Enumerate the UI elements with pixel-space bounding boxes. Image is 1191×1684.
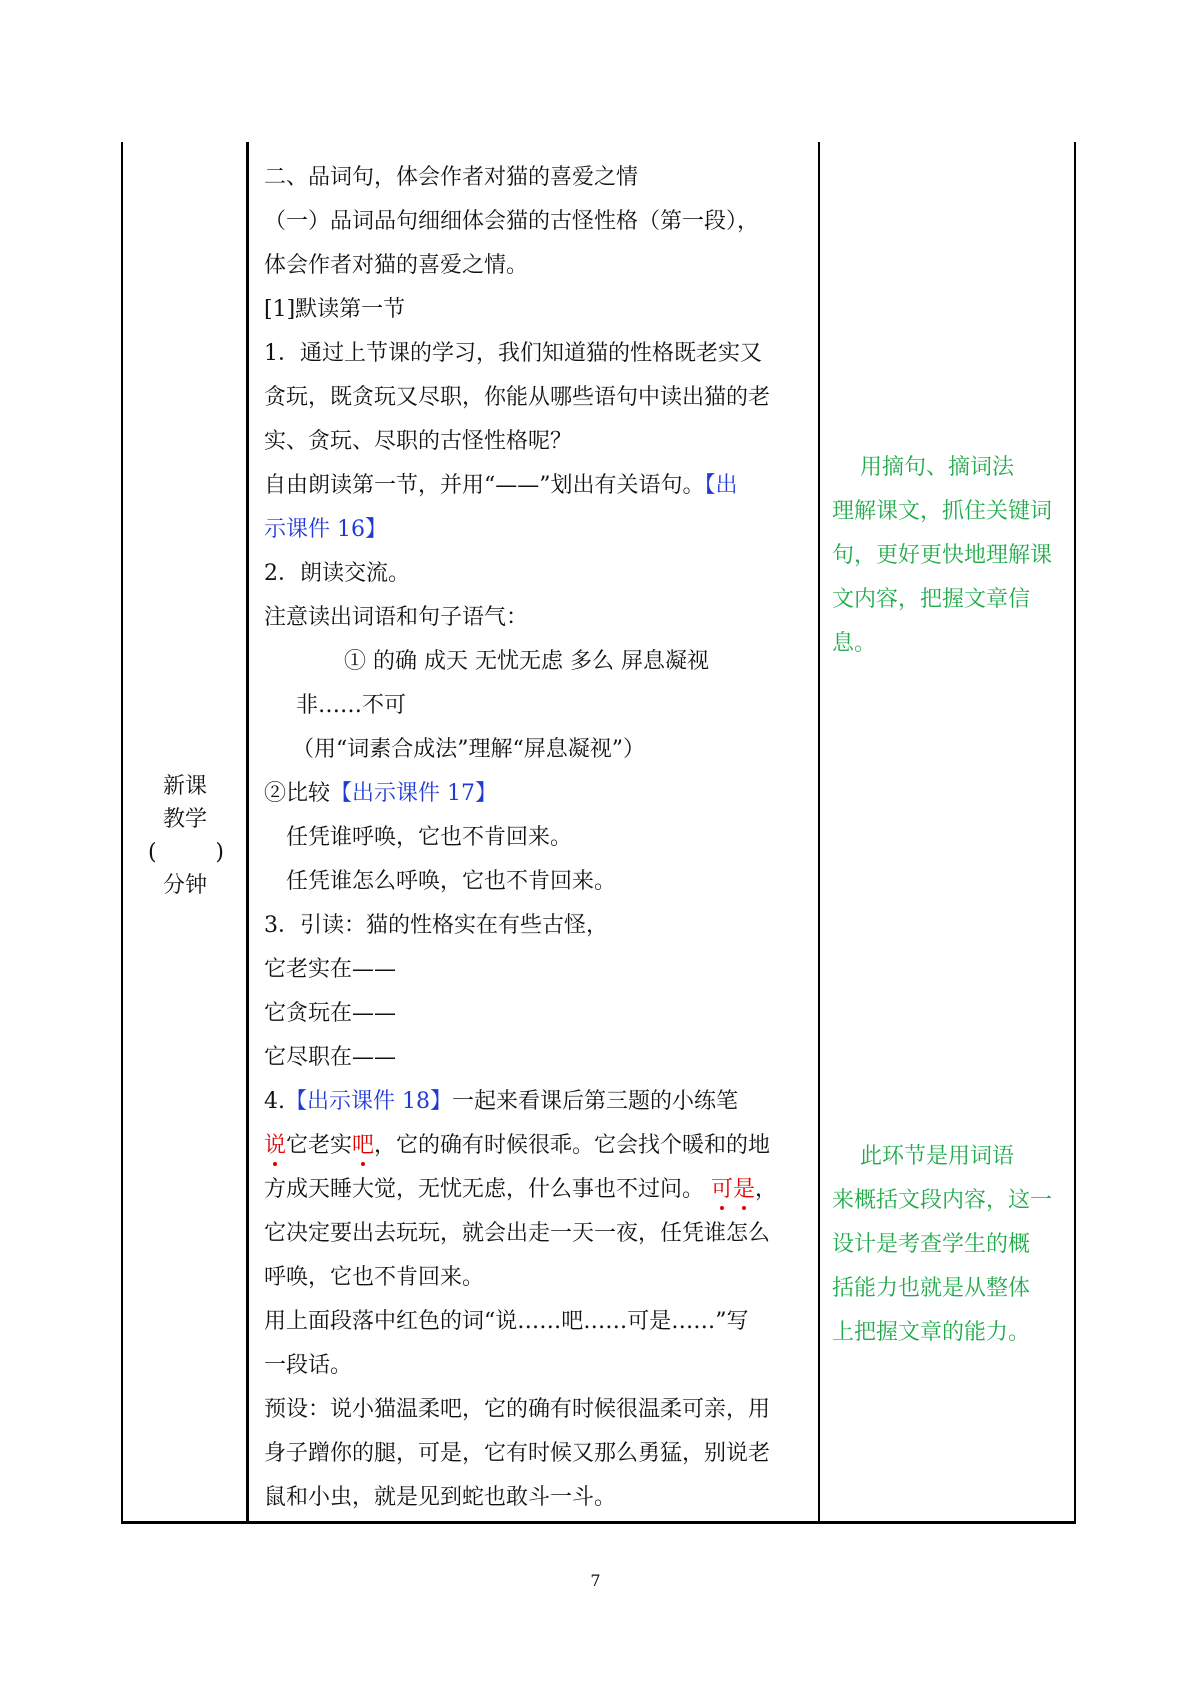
section-label-line-2: 教学 — [162, 807, 207, 832]
content-line: 2．朗读交流。 — [264, 561, 410, 586]
table-border-bottom — [121, 1521, 1076, 1524]
content-line: 它老实在—— — [264, 957, 397, 982]
content-line — [264, 1124, 814, 1168]
content-text: 它老实 — [286, 1133, 353, 1158]
content-line: 任凭谁怎么呼唤，它也不肯回来。 — [286, 869, 617, 894]
content-text: 4. — [264, 1089, 285, 1114]
content-line: 体会作者对猫的喜爱之情。 — [264, 253, 529, 278]
note-line: 来概括文段内容，这一 — [832, 1188, 1053, 1213]
section-label-line-4: 分钟 — [162, 873, 207, 898]
table-border-right — [1074, 142, 1076, 1523]
content-line: 一段话。 — [264, 1353, 353, 1378]
lesson-content — [264, 156, 814, 1520]
content-line: 非……不可 — [296, 693, 407, 718]
content-line — [264, 772, 814, 816]
content-line: 用上面段落中红色的词“说……吧……可是……”写 — [264, 1309, 749, 1334]
content-line: 注意读出词语和句子语气： — [264, 605, 529, 630]
teaching-note-2 — [832, 1135, 1070, 1355]
content-line: 二、品词句，体会作者对猫的喜爱之情 — [264, 165, 639, 190]
content-line: 任凭谁呼唤，它也不肯回来。 — [286, 825, 573, 850]
content-line: ① 的确 成天 无忧无虑 多么 屏息凝视 — [344, 649, 709, 674]
red-keyword-text: 可是 — [711, 1177, 756, 1202]
paren-open: ( — [148, 840, 157, 865]
content-line: 预设：说小猫温柔吧，它的确有时候很温柔可亲，用 — [264, 1397, 771, 1422]
content-line — [264, 1168, 814, 1212]
content-text: ，它的确有时候很乖。它会找个暖和的地 — [374, 1133, 771, 1158]
content-line: 它贪玩在—— — [264, 1001, 397, 1026]
content-line: （一）品词品句细细体会猫的古怪性格（第一段）， — [264, 209, 760, 234]
note-line: 设计是考查学生的概 — [832, 1232, 1031, 1257]
note-line: 句，更好更快地理解课 — [832, 543, 1053, 568]
content-line: 3．引读：猫的性格实在有些古怪， — [264, 913, 608, 938]
note-line: 用摘句、摘词法 — [832, 455, 1014, 480]
red-keyword: 说 — [264, 1124, 286, 1168]
content-line — [264, 1080, 814, 1124]
table-border-divider-2 — [818, 142, 820, 1523]
content-line: 呼唤，它也不肯回来。 — [264, 1265, 485, 1290]
content-text: 方成天睡大觉，无忧无虑，什么事也不过问。 — [264, 1177, 705, 1202]
table-border-divider-1 — [246, 142, 249, 1523]
page-number: 7 — [590, 1571, 601, 1590]
courseware-link-16[interactable]: 【出 — [704, 473, 738, 498]
content-text: 一起来看课后第三题的小练笔 — [452, 1089, 739, 1114]
content-line: （用“词素合成法”理解“屏息凝视”） — [292, 737, 645, 762]
red-keyword: 吧 — [352, 1124, 374, 1168]
note-line: 理解课文，抓住关键词 — [832, 499, 1053, 524]
content-line: 它决定要出去玩玩，就会出走一天一夜，任凭谁怎么 — [264, 1221, 771, 1246]
content-line: 1．通过上节课的学习，我们知道猫的性格既老实又 — [264, 341, 762, 366]
content-line: 实、贪玩、尽职的古怪性格呢？ — [264, 429, 573, 454]
paren-close: ) — [215, 840, 224, 865]
section-label-line-1: 新课 — [162, 774, 207, 799]
content-line: [1]默读第一节 — [264, 297, 406, 322]
courseware-link-16-cont[interactable]: 示课件 16】 — [264, 517, 387, 542]
note-line: 此环节是用词语 — [832, 1144, 1014, 1169]
content-text: 自由朗读第一节，并用“——”划出有关语句。 — [264, 473, 705, 498]
content-text: ， — [755, 1177, 778, 1202]
courseware-link-17[interactable]: 【出示课件 17】 — [330, 781, 498, 806]
content-line: 贪玩，既贪玩又尽职，你能从哪些语句中读出猫的老 — [264, 385, 771, 410]
section-label — [124, 770, 246, 902]
note-line: 括能力也就是从整体 — [832, 1276, 1031, 1301]
note-line: 上把握文章的能力。 — [832, 1320, 1031, 1345]
content-line: 身子蹭你的腿，可是，它有时候又那么勇猛，别说老 — [264, 1441, 771, 1466]
note-line: 息。 — [832, 631, 877, 656]
table-border-left — [121, 142, 123, 1523]
content-line: 鼠和小虫，就是见到蛇也敢斗一斗。 — [264, 1485, 617, 1510]
courseware-link-18[interactable]: 【出示课件 18】 — [285, 1089, 452, 1114]
teaching-note-1 — [832, 446, 1070, 666]
red-keyword — [711, 1168, 755, 1212]
duration-parentheses — [124, 836, 246, 869]
note-line: 文内容，把握文章信 — [832, 587, 1031, 612]
content-line: 它尽职在—— — [264, 1045, 397, 1070]
content-text: ②比较 — [264, 781, 331, 806]
content-line — [264, 464, 814, 508]
